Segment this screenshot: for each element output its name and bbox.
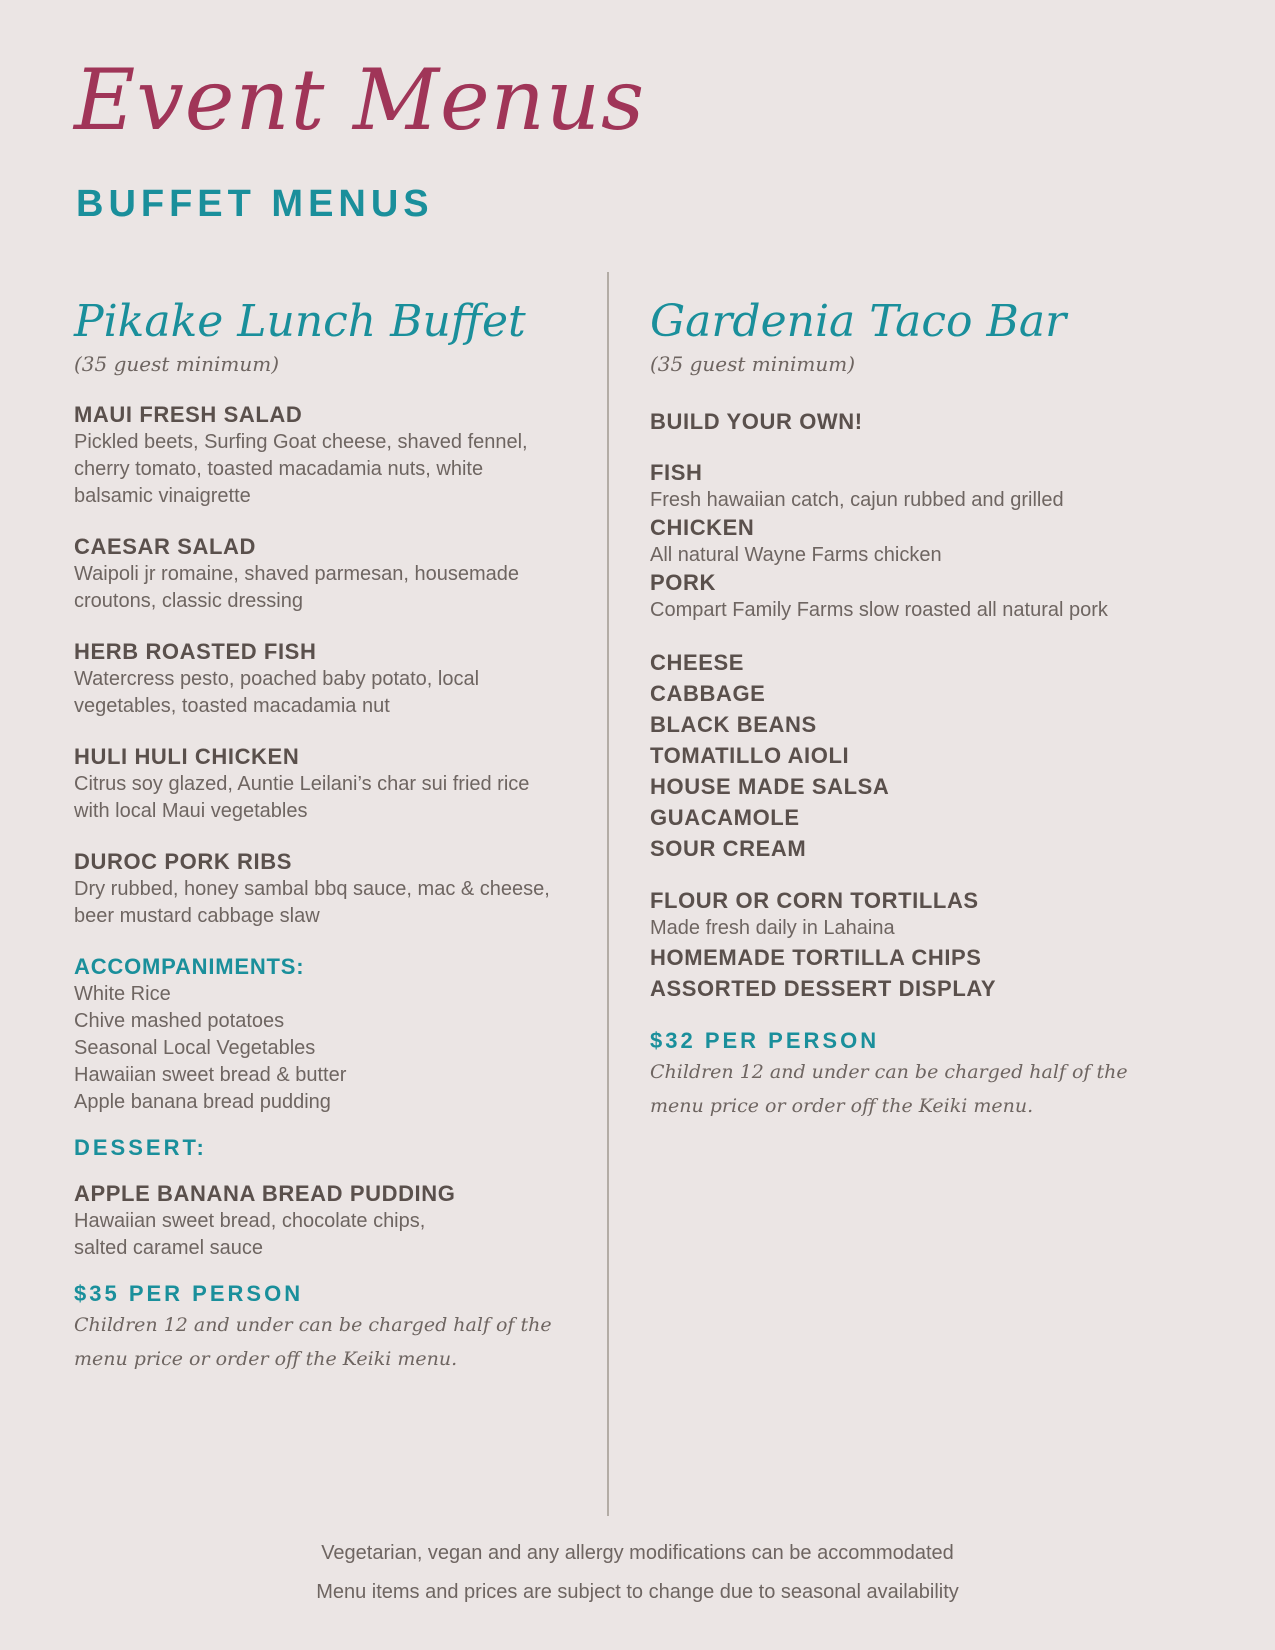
price: $35 PER PERSON: [74, 1281, 304, 1306]
topping-item: CHEESE: [650, 650, 745, 675]
protein-item: [650, 514, 1210, 569]
accompaniment-item: Seasonal Local Vegetables: [74, 1037, 316, 1059]
item-description: Citrus soy glazed, Auntie Leilani’s char sui fried rice: [74, 773, 530, 795]
footer: [0, 1534, 1275, 1612]
item-name: MAUI FRESH SALAD: [74, 402, 303, 427]
item-name: DUROC PORK RIBS: [74, 849, 293, 874]
accompaniments-heading: ACCOMPANIMENTS:: [74, 954, 305, 979]
item-description: vegetables, toasted macadamia nut: [74, 695, 390, 717]
item-description: croutons, classic dressing: [74, 590, 303, 612]
accompaniment-item: Chive mashed potatoes: [74, 1010, 285, 1032]
build-heading: BUILD YOUR OWN!: [650, 409, 863, 434]
page-title: Event Menus: [74, 51, 646, 149]
item-description: Dry rubbed, honey sambal bbq sauce, mac & cheese,: [74, 878, 550, 900]
dessert-name: APPLE BANANA BREAD PUDDING: [74, 1181, 456, 1206]
dessert-description: salted caramel sauce: [74, 1237, 263, 1259]
item-description: balsamic vinaigrette: [74, 485, 251, 507]
item-name: HULI HULI CHICKEN: [74, 744, 300, 769]
extra-item: HOMEMADE TORTILLA CHIPS: [650, 945, 982, 970]
keiki-note: Children 12 and under can be charged half of the: [650, 1061, 1128, 1083]
keiki-note: menu price or order off the Keiki menu.: [650, 1095, 1034, 1117]
item-description: Watercress pesto, poached baby potato, local: [74, 668, 480, 690]
dessert-description: Hawaiian sweet bread, chocolate chips,: [74, 1210, 426, 1232]
topping-item: TOMATILLO AIOLI: [650, 743, 850, 768]
menu-item: [74, 638, 584, 720]
tortillas-name: FLOUR OR CORN TORTILLAS: [650, 888, 979, 913]
item-name: CHICKEN: [650, 515, 755, 540]
item-description: Fresh hawaiian catch, cajun rubbed and grilled: [650, 489, 1064, 511]
topping-item: SOUR CREAM: [650, 836, 807, 861]
item-name: HERB ROASTED FISH: [74, 639, 317, 664]
topping-item: CABBAGE: [650, 681, 766, 706]
item-description: Waipoli jr romaine, shaved parmesan, housemade: [74, 563, 520, 585]
item-description: All natural Wayne Farms chicken: [650, 544, 942, 566]
topping-item: GUACAMOLE: [650, 805, 800, 830]
keiki-note: Children 12 and under can be charged half of the: [74, 1314, 552, 1336]
keiki-note: menu price or order off the Keiki menu.: [74, 1348, 458, 1370]
item-description: cherry tomato, toasted macadamia nuts, white: [74, 458, 484, 480]
menu-item: [74, 401, 584, 510]
menu-item: [74, 533, 584, 615]
accompaniment-item: Hawaiian sweet bread & butter: [74, 1064, 347, 1086]
menu-title: Gardenia Taco Bar: [650, 296, 1067, 347]
gardenia-taco-bar-menu: [650, 292, 1210, 1123]
guest-minimum: (35 guest minimum): [650, 352, 856, 376]
dessert-heading: DESSERT:: [74, 1135, 207, 1160]
accompaniment-item: Apple banana bread pudding: [74, 1091, 331, 1113]
price: $32 PER PERSON: [650, 1028, 880, 1053]
item-name: FISH: [650, 460, 703, 485]
pikake-lunch-buffet-menu: [74, 292, 584, 1376]
item-name: PORK: [650, 570, 716, 595]
section-heading: BUFFET MENUS: [76, 183, 434, 225]
topping-item: HOUSE MADE SALSA: [650, 774, 890, 799]
protein-item: [650, 569, 1210, 624]
menu-title: Pikake Lunch Buffet: [74, 296, 526, 347]
column-divider: [607, 272, 609, 1516]
protein-item: [650, 459, 1210, 514]
topping-item: BLACK BEANS: [650, 712, 817, 737]
item-description: with local Maui vegetables: [74, 800, 308, 822]
footer-note: Menu items and prices are subject to change due to seasonal availability: [316, 1581, 959, 1603]
item-description: Compart Family Farms slow roasted all natural pork: [650, 599, 1108, 621]
guest-minimum: (35 guest minimum): [74, 352, 280, 376]
menu-item: [74, 848, 584, 930]
accompaniment-item: White Rice: [74, 983, 171, 1005]
extra-item: ASSORTED DESSERT DISPLAY: [650, 976, 997, 1001]
menu-item: [74, 743, 584, 825]
item-description: beer mustard cabbage slaw: [74, 905, 320, 927]
item-name: CAESAR SALAD: [74, 534, 256, 559]
tortillas-description: Made fresh daily in Lahaina: [650, 917, 895, 939]
item-description: Pickled beets, Surfing Goat cheese, shaved fennel,: [74, 431, 528, 453]
footer-note: Vegetarian, vegan and any allergy modifications can be accommodated: [321, 1542, 954, 1564]
